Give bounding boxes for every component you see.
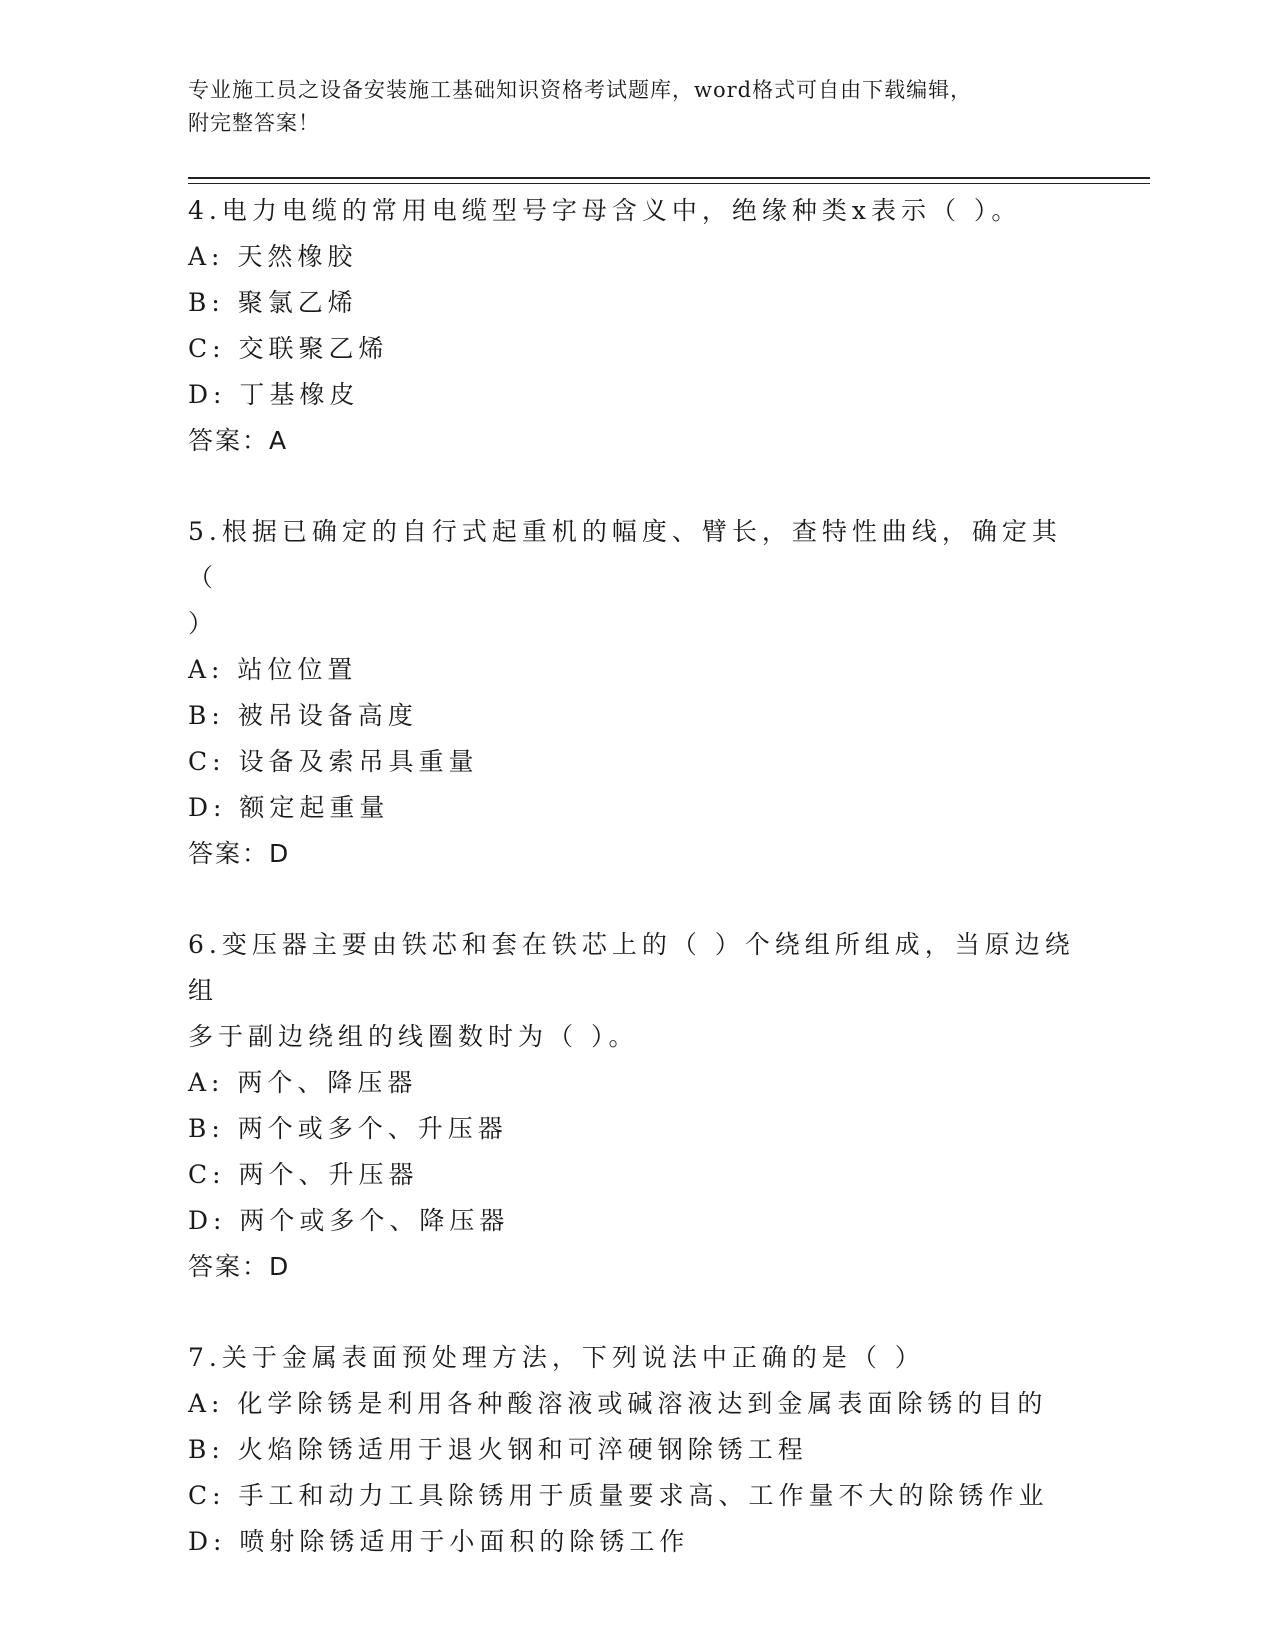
question-stem-continuation: ） [188,609,219,638]
question-7 [188,1335,1088,1565]
option-b: B: 被吊设备高度 [188,701,418,730]
question-stem: 6.变压器主要由铁芯和套在铁芯上的（ ）个绕组所组成，当原边绕组 [188,930,1075,1005]
option-b: B: 两个或多个、升压器 [188,1114,508,1143]
question-stem-continuation: 多于副边绕组的线圈数时为（ ）。 [188,1022,639,1051]
question-4 [188,188,1088,464]
question-list [188,188,1088,1610]
answer-text: 答案：A [188,426,289,455]
option-a: A: 化学除锈是利用各种酸溶液或碱溶液达到金属表面除锈的目的 [188,1389,1048,1418]
header-divider-thick [188,177,1150,179]
option-d: D: 丁基橡皮 [188,380,360,409]
question-6 [188,922,1088,1290]
header-divider-thin [188,183,1150,184]
option-b: B: 火焰除锈适用于退火钢和可淬硬钢除锈工程 [188,1435,808,1464]
document-header [188,74,1068,140]
option-a: A: 两个、降压器 [188,1068,418,1097]
question-stem: 7.关于金属表面预处理方法，下列说法中正确的是（ ） [188,1343,925,1372]
answer-text: 答案：D [188,839,291,868]
question-stem: 5.根据已确定的自行式起重机的幅度、臂长，查特性曲线，确定其（ [188,517,1062,592]
option-d: D: 额定起重量 [188,793,390,822]
question-stem: 4.电力电缆的常用电缆型号字母含义中，绝缘种类x表示（ ）。 [188,196,1022,225]
option-a: A: 天然橡胶 [188,242,358,271]
option-b: B: 聚氯乙烯 [188,288,358,317]
header-line-1: 专业施工员之设备安装施工基础知识资格考试题库，word格式可自由下载编辑， [188,78,973,102]
option-a: A: 站位位置 [188,655,358,684]
question-5 [188,509,1088,877]
option-c: C: 设备及索吊具重量 [188,747,479,776]
option-c: C: 交联聚乙烯 [188,334,389,363]
answer-text: 答案：D [188,1252,291,1281]
option-d: D: 两个或多个、降压器 [188,1206,510,1235]
option-d: D: 喷射除锈适用于小面积的除锈工作 [188,1527,690,1556]
option-c: C: 两个、升压器 [188,1160,419,1189]
header-line-2: 附完整答案！ [188,111,320,135]
option-c: C: 手工和动力工具除锈用于质量要求高、工作量不大的除锈作业 [188,1481,1049,1510]
